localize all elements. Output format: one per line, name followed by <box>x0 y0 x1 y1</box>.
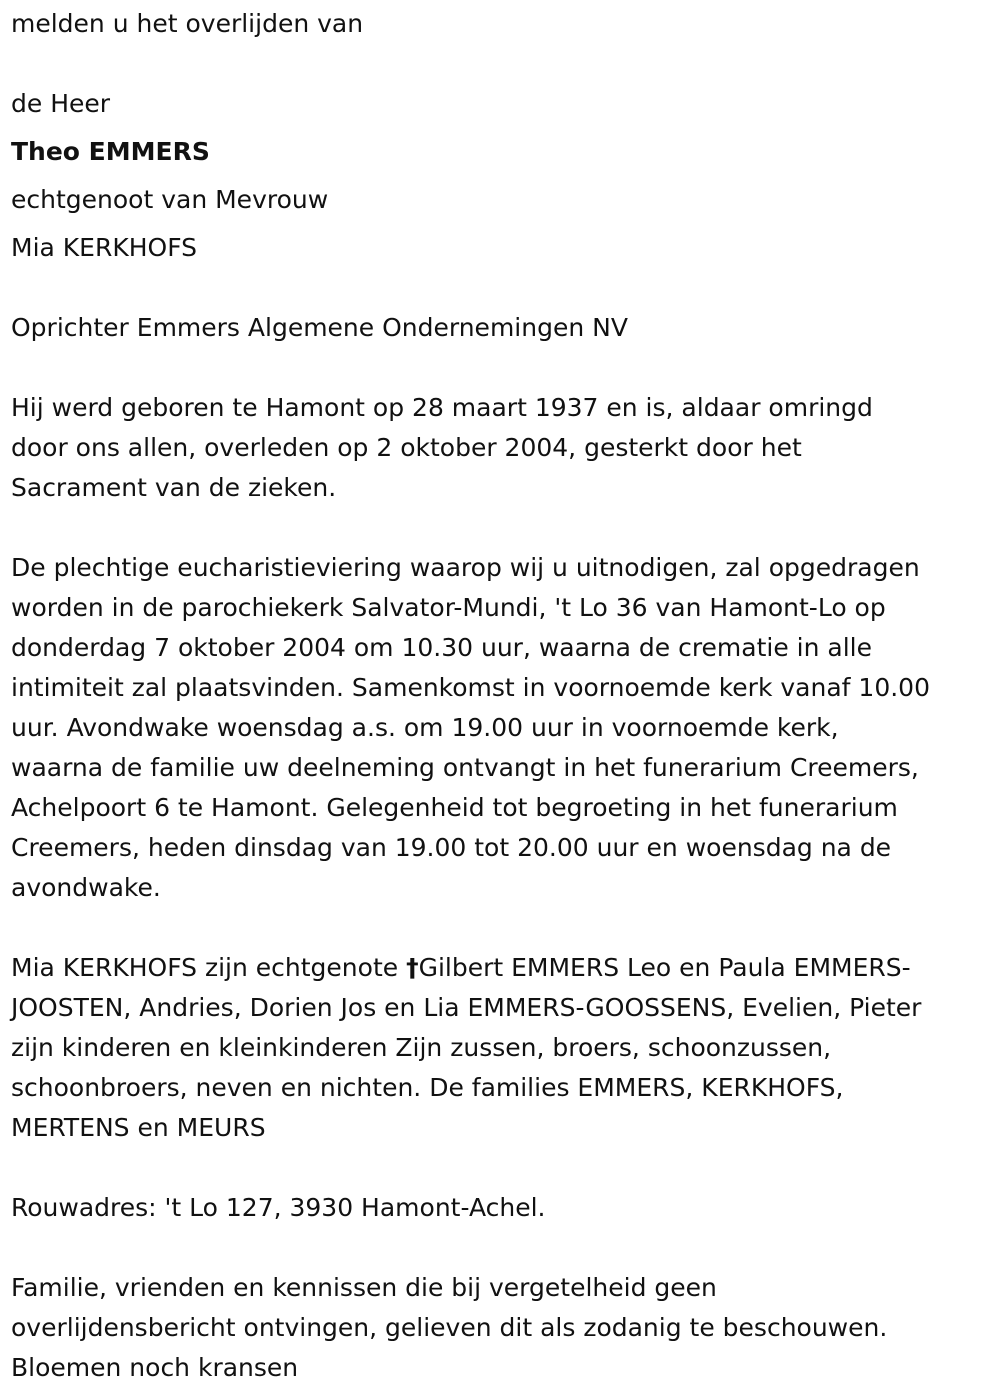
mourning-address: Rouwadres: 't Lo 127, 3930 Hamont-Achel. <box>11 1193 546 1222</box>
family-text: Gilbert EMMERS Leo en Paula EMMERS- <box>418 953 911 982</box>
paragraph-line: intimiteit zal plaatsvinden. Samenkomst in voornoemde kerk vanaf 10.00 <box>11 673 930 702</box>
paragraph-line <box>11 948 996 988</box>
deceased-name: Theo EMMERS <box>11 137 210 166</box>
cross-icon: † <box>406 953 419 982</box>
paragraph-line: avondwake. <box>11 873 161 902</box>
paragraph-line: donderdag 7 oktober 2004 om 10.30 uur, waarna de crematie in alle <box>11 633 873 662</box>
paragraph-line: MERTENS en MEURS <box>11 1113 266 1142</box>
spouse-label: echtgenoot van Mevrouw <box>11 185 329 214</box>
family-paragraph <box>11 948 996 1148</box>
paragraph-line: zijn kinderen en kleinkinderen Zijn zussen, broers, schoonzussen, <box>11 1033 832 1062</box>
paragraph-line: waarna de familie uw deelneming ontvangt in het funerarium Creemers, <box>11 753 919 782</box>
intro-text: melden u het overlijden van <box>11 9 364 38</box>
paragraph-line: De plechtige eucharistieviering waarop wij u uitnodigen, zal opgedragen <box>11 553 920 582</box>
paragraph-line: Achelpoort 6 te Hamont. Gelegenheid tot begroeting in het funerarium <box>11 793 898 822</box>
paragraph-line: overlijdensbericht ontvingen, gelieven dit als zodanig te beschouwen. <box>11 1313 888 1342</box>
closing-paragraph <box>11 1268 996 1388</box>
family-text: Mia KERKHOFS zijn echtgenote <box>11 953 407 982</box>
role-text: Oprichter Emmers Algemene Ondernemingen NV <box>11 313 628 342</box>
paragraph-line: Familie, vrienden en kennissen die bij vergetelheid geen <box>11 1273 717 1302</box>
paragraph-line: JOOSTEN, Andries, Dorien Jos en Lia EMMERS-GOOSSENS, Evelien, Pieter <box>11 993 922 1022</box>
honorific: de Heer <box>11 89 111 118</box>
paragraph-line: door ons allen, overleden op 2 oktober 2004, gesterkt door het <box>11 433 802 462</box>
paragraph-line: schoonbroers, neven en nichten. De families EMMERS, KERKHOFS, <box>11 1073 844 1102</box>
spouse-name: Mia KERKHOFS <box>11 233 198 262</box>
paragraph-line: Bloemen noch kransen <box>11 1353 299 1382</box>
paragraph-line: Sacrament van de zieken. <box>11 473 337 502</box>
paragraph-line: uur. Avondwake woensdag a.s. om 19.00 uur in voornoemde kerk, <box>11 713 839 742</box>
obituary-document <box>11 4 996 1388</box>
birth-death-paragraph <box>11 388 996 508</box>
spacer <box>11 44 996 84</box>
paragraph-line: Hij werd geboren te Hamont op 28 maart 1937 en is, aldaar omringd <box>11 393 873 422</box>
ceremony-paragraph <box>11 548 996 908</box>
paragraph-line: worden in de parochiekerk Salvator-Mundi, 't Lo 36 van Hamont-Lo op <box>11 593 886 622</box>
paragraph-line: Creemers, heden dinsdag van 19.00 tot 20.00 uur en woensdag na de <box>11 833 892 862</box>
